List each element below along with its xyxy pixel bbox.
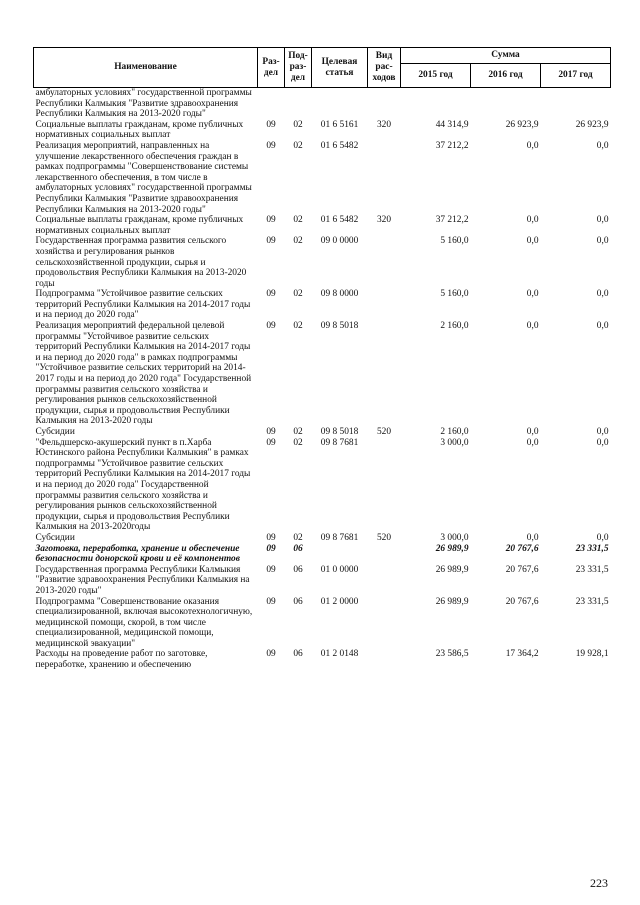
row-subsection: 02 [293, 289, 303, 300]
table-row [34, 427, 611, 438]
row-sum-2015: 5 160,0 [440, 289, 469, 300]
row-subsection [285, 88, 312, 120]
row-target: 09 8 0000 [320, 289, 359, 300]
row-sum-2016: 0,0 [526, 140, 539, 151]
row-subsection: 02 [293, 437, 303, 448]
row-sum-2015: 44 314,9 [435, 119, 469, 130]
row-sum-2016: 0,0 [526, 215, 539, 226]
row-expense-type [368, 565, 401, 597]
table-row [34, 544, 611, 565]
row-target: 09 8 5018 [320, 321, 359, 332]
row-target: 01 6 5482 [320, 215, 359, 226]
row-name: Социальные выплаты гражданам, кроме публичных нормативных социальных выплат [35, 119, 244, 141]
row-expense-type [368, 141, 401, 215]
table-row [34, 321, 611, 427]
row-section: 09 [266, 215, 276, 226]
row-sum-2017: 0,0 [596, 215, 609, 226]
row-target: 01 0 0000 [320, 564, 359, 575]
row-sum-2017: 0,0 [596, 532, 609, 543]
row-sum-2016: 17 364,2 [505, 649, 539, 660]
row-expense-type: 520 [376, 532, 392, 543]
row-subsection: 02 [293, 321, 303, 332]
row-target [312, 544, 368, 565]
row-sum-2015: 3 000,0 [440, 437, 469, 448]
row-sum-2017 [541, 88, 611, 120]
row-sum-2017: 26 923,9 [575, 119, 609, 130]
header-year-2017: 2017 год [541, 64, 611, 88]
row-sum-2017: 23 331,5 [575, 596, 609, 607]
header-section: Раз-дел [258, 48, 285, 88]
row-section: 09 [266, 140, 276, 151]
row-target: 01 2 0000 [320, 596, 359, 607]
row-section [258, 88, 285, 120]
row-subsection: 02 [293, 215, 303, 226]
row-sum-2015: 23 586,5 [435, 649, 469, 660]
row-sum-2016: 20 767,6 [505, 543, 539, 554]
row-expense-type [368, 88, 401, 120]
row-section: 09 [266, 427, 276, 437]
row-sum-2015: 3 000,0 [440, 532, 469, 543]
row-section: 09 [266, 649, 276, 660]
table-row [34, 88, 611, 120]
row-sum-2015: 2 160,0 [440, 427, 469, 437]
row-subsection: 06 [293, 596, 303, 607]
row-expense-type [368, 597, 401, 650]
row-sum-2017: 0,0 [596, 321, 609, 332]
row-expense-type: 520 [376, 427, 392, 437]
row-sum-2015: 2 160,0 [440, 321, 469, 332]
row-sum-2017: 19 928,1 [575, 649, 609, 660]
row-name: Субсидии [35, 427, 75, 437]
row-name: Подпрограмма "Совершенствование оказания специализированной, включая высокотехнологичную, медицинской помощи, скорой, в том числе специализированной, медицинской помощи, медицинской эвакуации" [35, 596, 253, 649]
row-subsection: 06 [293, 564, 303, 575]
header-expense-type: Вид рас-ходов [368, 48, 401, 88]
row-subsection: 02 [293, 427, 303, 437]
row-name: Расходы на проведение работ по заготовке, переработке, хранению и обеспечению [35, 649, 208, 671]
row-sum-2016: 26 923,9 [505, 119, 539, 130]
row-sum-2016: 0,0 [526, 289, 539, 300]
row-sum-2015: 26 989,9 [435, 564, 469, 575]
table-row [34, 438, 611, 533]
header-year-2015: 2015 год [401, 64, 471, 88]
row-section: 09 [266, 236, 276, 247]
row-sum-2016: 0,0 [526, 532, 539, 543]
row-name: Реализация мероприятий, направленных на улучшение лекарственного обеспечения граждан в рамках подпрограммы "Совершенствование системы лекарственного обеспечения, в том числе в амбулаторных условиях" государственной программы Республики Калмыкия "Развитие здравоохранения Республики Калмыкия на 2013-2020 годы" [35, 140, 252, 215]
row-sum-2017: 0,0 [596, 427, 609, 437]
row-name: Подпрограмма "Устойчивое развитие сельских территорий Республики Калмыкия на 2014-2017 годы и на период до 2020 года" [35, 289, 251, 321]
header-year-2016: 2016 год [471, 64, 541, 88]
table-header [34, 48, 611, 88]
row-target: 09 8 5018 [320, 427, 359, 437]
row-target: 09 0 0000 [320, 236, 359, 247]
row-sum-2017: 0,0 [596, 437, 609, 448]
row-subsection: 02 [293, 532, 303, 543]
row-section: 09 [266, 543, 276, 554]
row-section: 09 [266, 564, 276, 575]
table-body [34, 88, 611, 671]
row-name: Заготовка, переработка, хранение и обеспечение безопасности донорской крови и её компонентов [35, 543, 240, 565]
header-sum: Сумма [401, 48, 611, 64]
table-row [34, 597, 611, 650]
row-sum-2016: 0,0 [526, 321, 539, 332]
row-name: амбулаторных условиях" государственной программы Республики Калмыкия "Развитие здравоохранения Республики Калмыкия на 2013-2020 годы" [35, 88, 252, 120]
row-target: 01 6 5482 [320, 140, 359, 151]
row-name: "Фельдшерско-акушерский пункт в п.Харба Юстинского района Республики Калмыкия" в рамках подпрограммы "Устойчивое развитие сельских территорий Республики Калмыкия на 2014-2017 годы и на период до 2020 года" Государственной программы развития сельского хозяйства и регулирования рынков сельскохозяйственной продукции, сырья и продовольствия Республики Калмыкия на 2013-2020годы [35, 437, 251, 533]
row-sum-2016: 0,0 [526, 427, 539, 437]
row-sum-2017: 0,0 [596, 289, 609, 300]
row-target [312, 88, 368, 120]
row-sum-2017: 23 331,5 [575, 564, 609, 575]
header-name: Наименование [34, 48, 258, 88]
row-section: 09 [266, 321, 276, 332]
row-sum-2015: 37 212,2 [435, 215, 469, 226]
row-name: Субсидии [35, 532, 75, 543]
header-target: Целевая статья [312, 48, 368, 88]
row-target: 01 6 5161 [320, 119, 359, 130]
budget-table [33, 47, 611, 671]
table-row [34, 565, 611, 597]
row-name: Реализация мероприятий федеральной целевой программы "Устойчивое развитие сельских территорий Республики Калмыкия на 2014-2017 годы и на период до 2020 года" в рамках подпрограммы "Устойчивое развитие сельских территорий на 2014-2017 годы и на период до 2020 года" Государственной программы развития сельского хозяйства и регулирования рынков сельскохозяйственной продукции, сырья и продовольствия Республики Калмыкия на 2013-2020 годы [35, 321, 252, 427]
row-expense-type: 320 [376, 119, 392, 130]
row-expense-type [368, 289, 401, 321]
row-target: 09 8 7681 [320, 437, 359, 448]
row-sum-2017: 0,0 [596, 140, 609, 151]
row-subsection: 02 [293, 236, 303, 247]
row-name: Государственная программа Республики Калмыкия "Развитие здравоохранения Республики Калмыкия на 2013-2020 годы" [35, 564, 250, 596]
row-subsection: 06 [293, 649, 303, 660]
row-sum-2017: 0,0 [596, 236, 609, 247]
row-expense-type [368, 321, 401, 427]
row-sum-2015 [401, 88, 471, 120]
row-sum-2016 [471, 88, 541, 120]
page-number: 223 [590, 876, 608, 890]
row-section: 09 [266, 119, 276, 130]
row-sum-2016: 20 767,6 [505, 596, 539, 607]
header-subsection: Под-раз-дел [285, 48, 312, 88]
table-row [34, 141, 611, 215]
row-expense-type [368, 236, 401, 289]
table-row [34, 649, 611, 670]
table-row [34, 236, 611, 289]
row-sum-2015: 26 989,9 [435, 596, 469, 607]
row-sum-2015: 37 212,2 [435, 140, 469, 151]
row-sum-2016: 0,0 [526, 236, 539, 247]
row-sum-2016: 0,0 [526, 437, 539, 448]
row-expense-type [368, 544, 401, 565]
row-section: 09 [266, 532, 276, 543]
row-subsection: 06 [293, 543, 303, 554]
row-section: 09 [266, 596, 276, 607]
row-sum-2017: 23 331,5 [575, 543, 609, 554]
table-row [34, 215, 611, 236]
row-target: 01 2 0148 [320, 649, 359, 660]
row-target: 09 8 7681 [320, 532, 359, 543]
row-section: 09 [266, 289, 276, 300]
table-row [34, 120, 611, 141]
row-expense-type: 320 [376, 215, 392, 226]
row-subsection: 02 [293, 140, 303, 151]
row-name: Социальные выплаты гражданам, кроме публичных нормативных социальных выплат [35, 215, 244, 236]
table-row [34, 289, 611, 321]
row-expense-type [368, 438, 401, 533]
table-row [34, 533, 611, 544]
row-sum-2015: 5 160,0 [440, 236, 469, 247]
row-expense-type [368, 649, 401, 670]
row-sum-2015: 26 989,9 [435, 543, 469, 554]
row-subsection: 02 [293, 119, 303, 130]
row-name: Государственная программа развития сельского хозяйства и регулирования рынков сельскохозяйственной продукции, сырья и продовольствия Республики Калмыкия на 2013-2020 годы [35, 236, 247, 289]
row-sum-2016: 20 767,6 [505, 564, 539, 575]
row-section: 09 [266, 437, 276, 448]
